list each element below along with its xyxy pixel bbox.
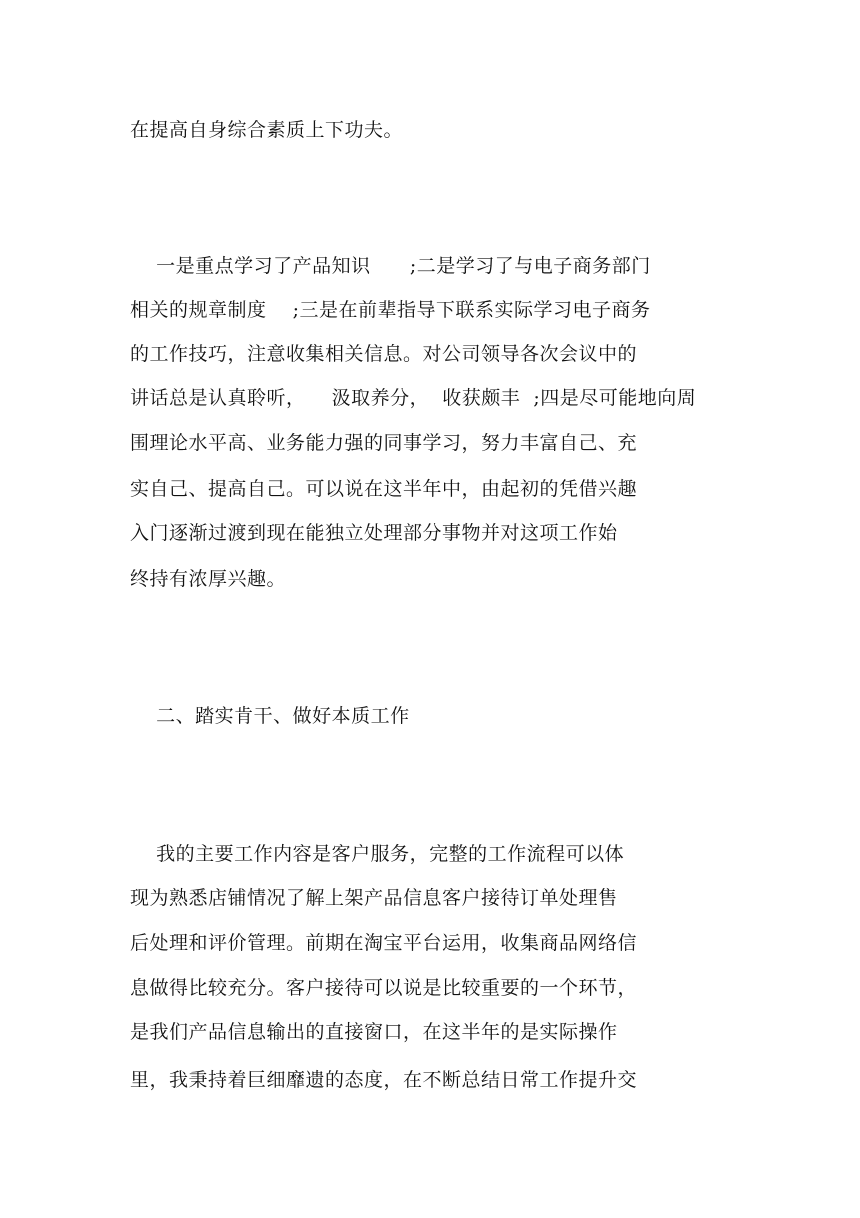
paragraph-line: 实自己、提高自己。可以说在这半年中，由起初的凭借兴趣 xyxy=(130,478,638,500)
paragraph-line: 现为熟悉店铺情况了解上架产品信息客户接待订单处理售 xyxy=(130,887,618,909)
paragraph-line: 里，我秉持着巨细靡遗的态度，在不断总结日常工作提升交 xyxy=(130,1069,638,1091)
paragraph-line: 讲话总是认真聆听， 汲取养分， 收获颇丰 ;四是尽可能地向周 xyxy=(130,387,697,409)
paragraph-line: 终持有浓厚兴趣。 xyxy=(130,568,287,590)
paragraph-line: 围理论水平高、业务能力强的同事学习，努力丰富自己、充 xyxy=(130,432,638,454)
paragraph-line: 相关的规章制度 ;三是在前辈指导下联系实际学习电子商务 xyxy=(130,299,651,321)
paragraph-line: 息做得比较充分。客户接待可以说是比较重要的一个环节， xyxy=(130,977,638,999)
paragraph-line: 入门逐渐过渡到现在能独立处理部分事物并对这项工作始 xyxy=(130,522,618,544)
paragraph-line: 的工作技巧，注意收集相关信息。对公司领导各次会议中的 xyxy=(130,343,638,365)
paragraph-line: 在提高自身综合素质上下功夫。 xyxy=(130,119,404,141)
paragraph-line: 后处理和评价管理。前期在淘宝平台运用，收集商品网络信 xyxy=(130,932,638,954)
paragraph-line: 是我们产品信息输出的直接窗口，在这半年的是实际操作 xyxy=(130,1021,618,1043)
paragraph-line: 我的主要工作内容是客户服务，完整的工作流程可以体 xyxy=(130,843,625,865)
paragraph-line: 一是重点学习了产品知识 ;二是学习了与电子商务部门 xyxy=(130,255,651,277)
section-heading: 二、踏实肯干、做好本质工作 xyxy=(130,705,410,727)
